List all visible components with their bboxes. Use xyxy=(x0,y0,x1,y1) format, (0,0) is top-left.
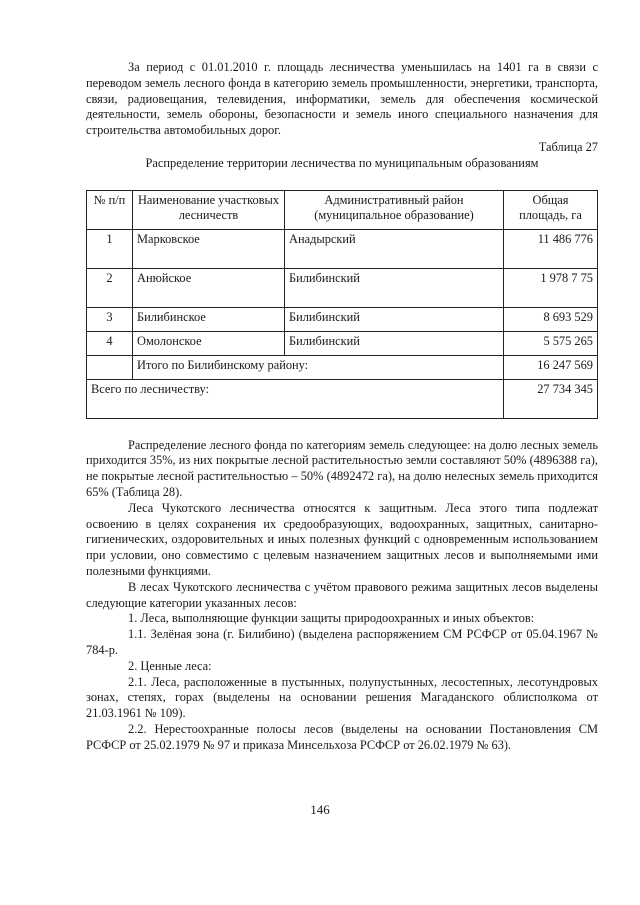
header-name: Наименование участковых лесничеств xyxy=(133,190,285,229)
row-num: 2 xyxy=(87,268,133,307)
header-district: Административный район (муниципальное образование) xyxy=(285,190,504,229)
paragraph: 1.1. Зелёная зона (г. Билибино) (выделена распоряжением СМ РСФСР от 05.04.1967 № 784-р. xyxy=(86,627,598,657)
table-caption: Распределение территории лесничества по муниципальным образованиям xyxy=(145,155,539,170)
paragraph: 2.1. Леса, расположенные в пустынных, полупустынных, лесостепных, лесотундровых зонах, степях, горах (выделены на основании решения Магаданского облисполкома от 21.03.1961 № 109). xyxy=(86,674,598,721)
paragraph: 2. Ценные леса: xyxy=(128,658,212,673)
row-area: 11 486 776 xyxy=(504,229,598,268)
paragraph: Распределение лесного фонда по категориям земель следующее: на долю лесных земель приходится 35%, из них покрытые лесной растительностью земли составляют 50% (4896388 га), не покрытые лесной растительностью – 50% (4892472 га), на долю нелесных земель приходится 65% (Таблица 28). xyxy=(86,437,598,499)
table-row xyxy=(87,307,598,331)
table-row xyxy=(87,229,598,268)
row-area: 1 978 7 75 xyxy=(504,268,598,307)
subtotal-label: Итого по Билибинскому району: xyxy=(133,355,504,379)
total-row xyxy=(87,379,598,418)
row-district: Билибинский xyxy=(285,307,504,331)
row-district: Билибинский xyxy=(285,268,504,307)
intro-paragraph: За период с 01.01.2010 г. площадь лесничества уменьшилась на 1401 га в связи с переводом земель лесного фонда в категорию земель промышленности, энергетики, транспорта, связи, радиовещания, телевидения, информатики, земель для обеспечения космической деятельности, земель обороны, безопасности и земель иного специального назначения для строительства автомобильных дорог. xyxy=(86,60,598,138)
row-name: Омолонское xyxy=(133,331,285,355)
subtotal-row xyxy=(87,355,598,379)
row-name: Марковское xyxy=(133,229,285,268)
header-num: № п/п xyxy=(87,190,133,229)
row-district: Анадырский xyxy=(285,229,504,268)
paragraph: Леса Чукотского лесничества относятся к защитным. Леса этого типа подлежат освоению в целях сохранения их средообразующих, водоохранных, защитных, санитарно-гигиенических, оздоровительных и иных полезных функций с одновременным использованием при условии, оно совместимо с целевым назначением защитных лесов и выполняемыми ими полезными функциями. xyxy=(86,500,598,578)
total-label: Всего по лесничеству: xyxy=(87,379,504,418)
subtotal-empty-cell xyxy=(87,355,133,379)
page-content xyxy=(86,60,598,754)
row-area: 8 693 529 xyxy=(504,307,598,331)
paragraph: 2.2. Нерестоохранные полосы лесов (выделены на основании Постановления СМ РСФСР от 25.02.1979 № 97 и приказа Минсельхоза РСФСР от 26.02.1979 № 63). xyxy=(86,721,598,752)
row-district: Билибинский xyxy=(285,331,504,355)
header-area: Общая площадь, га xyxy=(504,190,598,229)
table-label: Таблица 27 xyxy=(538,139,598,154)
distribution-table xyxy=(86,190,598,419)
paragraph: 1. Леса, выполняющие функции защиты природоохранных и иных объектов: xyxy=(128,611,535,626)
row-name: Билибинское xyxy=(133,307,285,331)
row-num: 4 xyxy=(87,331,133,355)
table-row xyxy=(87,268,598,307)
subtotal-area: 16 247 569 xyxy=(504,355,598,379)
total-area: 27 734 345 xyxy=(504,379,598,418)
row-name: Анюйское xyxy=(133,268,285,307)
body-text xyxy=(86,438,598,754)
page-number: 146 xyxy=(310,802,330,817)
paragraph: В лесах Чукотского лесничества с учётом правового режима защитных лесов выделены следующие категории указанных лесов: xyxy=(86,579,598,610)
row-area: 5 575 265 xyxy=(504,331,598,355)
table-row xyxy=(87,331,598,355)
row-num: 3 xyxy=(87,307,133,331)
table-header-row xyxy=(87,190,598,229)
row-num: 1 xyxy=(87,229,133,268)
